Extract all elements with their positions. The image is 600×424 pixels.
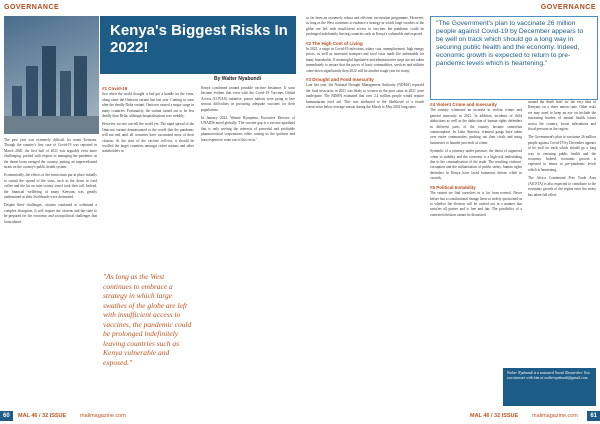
column-3 (201, 86, 295, 143)
paragraph: The season we find ourselves in is far from normal. Never before has a constitutional change been so widely questioned as to whether the election will be carried out in a manner that satisfies all parties and is free and fair. The possibility of a contested election cannot be dismissed. (430, 191, 522, 217)
section-tag: GOVERNANCE (4, 4, 60, 11)
paragraph: The Government's plan to vaccinate 26 million people against Covid-19 by December appears to be well on track which should go a long way in ensuring public health and the economy. Indeed, economic growth is expected to return to pre-pandemic levels which is heartening. (528, 135, 596, 172)
column-3 (528, 100, 596, 198)
paragraph: around the death brief for the very idea of Kenyans on a sheer nation state. Other risks we may need to keep an eye on include the increasing burden of mental health issues across the country, locust infestations and fiscal pressure in the region. (528, 100, 596, 132)
paragraph: so far been an extremely robust and efficient vaccination programme. However, as long as the West continues to embrace a strategy in which large swathes of the globe are left with insufficient access to vaccines the pandemic could be prolonged indefinitely leaving countries such as Kenya's vulnerable and exposed. (306, 16, 424, 37)
paragraph: In January 2022, Winnie Byanyima, Executive Director of UNAIDS noted globally, 'The vaccine gap is a vaccine apartheid that is only serving the interests of powerful and profitable pharmaceutical corporations while costing us the quickest and least expensive route out of this crisis.' (201, 116, 295, 142)
footer (0, 410, 300, 424)
paragraph: However, no one can tell the world yet. The rapid spread of the Omicron variant demonstrated to the world that the pandemic will not end until all countries have vaccinated most of their citizens. At the start of the vaccine roll-out, it should be recalled the larger countries amongst richer nations and other stakeholders in (102, 122, 194, 154)
site-url: malimagazine.com (80, 413, 126, 419)
paragraph: Economically, the effects of the restrictions put in place initially to curtail the spread of the virus, such as the down in food coffee and the hit on inter-county travel took their toll. Indeed, the financial wellbeing of many Kenyans was greatly undermined as their livelihoods were decimated. (4, 173, 97, 200)
intro-paragraph: The past year was extremely difficult for many Kenyans. Though the country's first case of Covid-19 was reported in March 2020, the first half of 2021 was arguably even more challenging, pocked with respect to managing the pandemic as the threat loom ravaged the country, putting an unprecedented strain on the country's public health system. (4, 138, 97, 170)
column-1 (4, 138, 97, 225)
paragraph: Just when the world thought it had got a handle on the virus, along came the Omicron variant late last year. Coming so soon after the deadly Delta variant, Omicron caused a major surge in many countries. Fortunately, the variant turned out to be less deadly than Delta, although hospitalisations rose steadily. (102, 92, 194, 119)
paragraph: The Africa Continental Free Trade Area (AfCFTA) is also expected to contribute to the economic growth of the region once the treaty has taken full effect. (528, 176, 596, 197)
site-url: malimagazine.com (532, 413, 578, 419)
paragraph: Symbolic of a citizenry under pressure, the threat of organised crime to stability and the economy is a high-risk undertaking due to the criminalisation of the trade. The resulting violence, corruption and the militarisation of public safety, human rights defenders in Kenya have faced numerous threats while in custody. (430, 149, 522, 181)
column-2 (102, 84, 194, 155)
column-2 (430, 100, 522, 218)
section-tag: GOVERNANCE (540, 4, 596, 11)
hero-image (4, 16, 99, 134)
page-number: 60 (0, 411, 13, 421)
subheading: #2 The High Cost of Living (306, 40, 363, 46)
paragraph: Late last year, the National Drought Management Authority (NDMA) reported the food insecurity in 2021 was likely to worsen as the poor rains in 2021 were inadequate. The NDMA estimated that over 2.4 million people would require humanitarian food aid. This was attributed to the likelihood of a fourth consecutive below average season during the March to May 2022 long rains. (306, 83, 424, 110)
title-box (100, 16, 296, 74)
subheading: #4 Violent Crime and Insecurity (430, 102, 497, 107)
column-1 (306, 16, 424, 111)
pull-quote: "As long as the West continues to embrace a strategy in which large swathes of the globe are left with insufficient access to vaccines, the pandemic could be prolonged indefinitely leaving countries such as Kenya vulnerable and exposed." (103, 272, 192, 367)
city-skyline-icon (4, 16, 99, 134)
paragraph: Kenya confirmed around possible vaccine hesitance. It soon became evident that even with the Covid-19 Vaccines Global Access (COVAX) initiative, poorer nations were going to face serious difficulties in procuring adequate vaccines for their populations. (201, 86, 295, 112)
issue-label: MAL 46 / 32 ISSUE (18, 413, 67, 419)
highlight-quote: "The Government's plan to vaccinate 26 million people against Covid-19 by December appears to be well on track which should go a long way in securing public health and the economy. Indeed, economic growth is expected to return to pre-pandemic levels which is heartening." (436, 20, 584, 67)
footer (300, 410, 600, 424)
subheading: #5 Political Instability (430, 184, 476, 190)
author-box: Walter Nyabundi is a seasoned Social Researcher. You can interact with him at walternyabundi@gmail.com (503, 368, 596, 406)
paragraph: The country witnessed an increase in violent crimes and general insecurity in 2021. In addition, incidents of child abductions as well as the abduction of human rights defenders in different parts of the country became somewhat commonplace. In Latin America, criminal gangs have taken over entire communities, pushing out their rivals and using businesses to launder proceeds of crime. (430, 108, 522, 145)
quote-box (430, 16, 598, 100)
article-title: Kenya's Biggest Risks In 2022! (110, 22, 288, 56)
issue-label: MAL 46 / 32 ISSUE (470, 413, 519, 419)
page-number: 61 (587, 411, 600, 421)
subheading: #3 Drought and Food Insecurity (306, 77, 374, 83)
byline: By Walter Nyabundi (214, 76, 262, 82)
paragraph: In 2021, a surge in Covid-19 infections, salary cuts, unemployment, high energy prices, as well as increased transport and food costs made life unbearable for many households. If meaningful legislative and administrative steps are not taken immediately to ensure that the prices of basic commodities, services and utilities come down significantly then 2022 will be another tough year for many. (306, 47, 424, 73)
paragraph: Despite these challenges, citizens continued to withstand a complex disruption. It will require the citizens and the state to be prepared for the economic and sociopolitical challenges that loom ahead. (4, 203, 97, 224)
subheading: #1 Covid-19 (102, 86, 128, 91)
